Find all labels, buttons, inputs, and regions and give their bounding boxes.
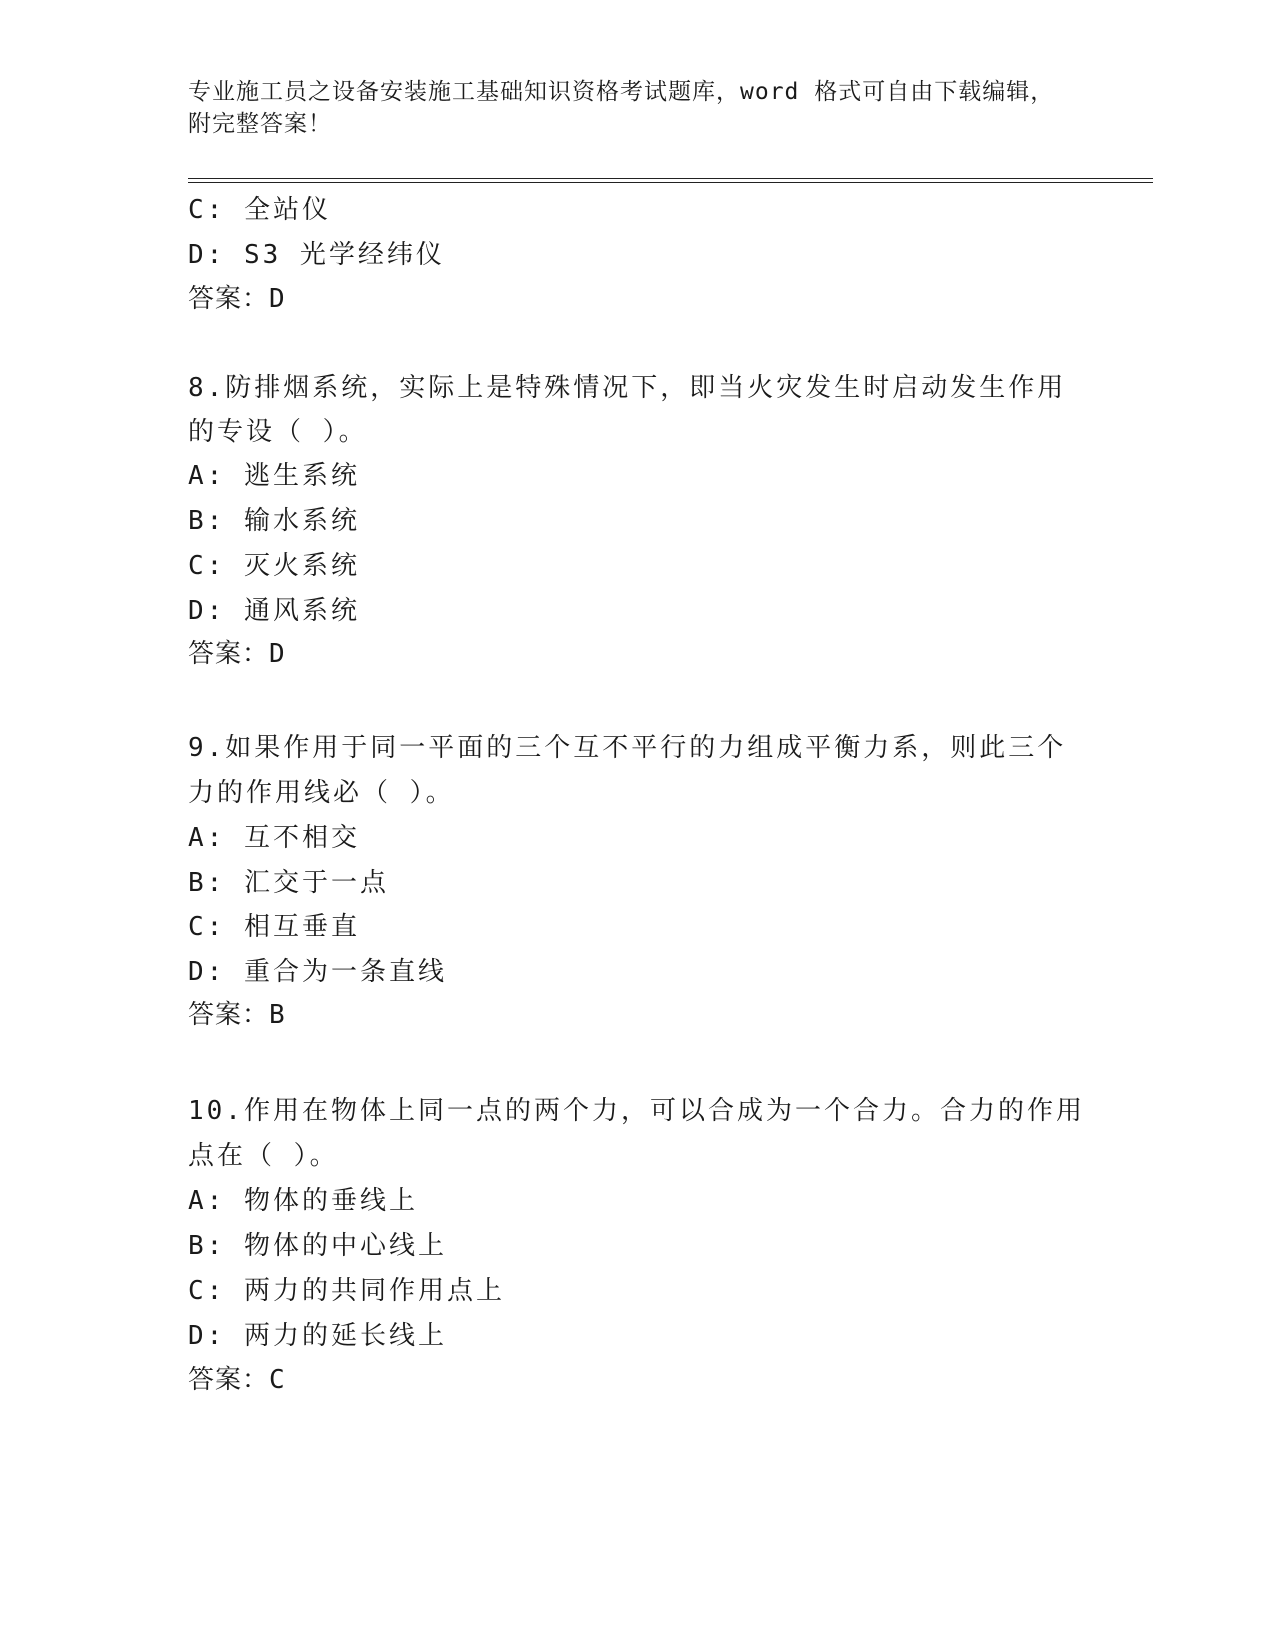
answer-value: B [269,1000,286,1030]
q10-answer [188,1362,286,1398]
q8-stem-line-1: 8.防排烟系统，实际上是特殊情况下，即当火灾发生时启动发生作用 [188,373,1067,403]
answer-label: 答案： [188,1365,270,1395]
q7-answer [188,281,286,317]
answer-value: D [269,284,286,314]
q10-option-d: D: 两力的延长线上 [188,1321,447,1351]
q7-option-d: D: S3 光学经纬仪 [188,240,445,270]
q9-stem-line-2: 力的作用线必（ ）。 [188,778,455,808]
q9-option-d: D: 重合为一条直线 [188,957,447,987]
q9-stem-line-1: 9.如果作用于同一平面的三个互不平行的力组成平衡力系，则此三个 [188,733,1067,763]
answer-label: 答案： [188,284,270,314]
q8-answer [188,636,286,672]
q8-option-c: C: 灭火系统 [188,551,360,581]
header-line-2: 附完整答案！ [188,111,332,137]
q10-stem-line-1: 10.作用在物体上同一点的两个力，可以合成为一个合力。合力的作用 [188,1096,1085,1126]
q8-option-d: D: 通风系统 [188,596,360,626]
q10-option-a: A: 物体的垂线上 [188,1186,418,1216]
q10-option-c: C: 两力的共同作用点上 [188,1276,505,1306]
q10-stem-line-2: 点在（ ）。 [188,1141,339,1171]
answer-label: 答案： [188,1000,270,1030]
q9-option-b: B: 汇交于一点 [188,868,389,898]
header-divider-top [188,178,1153,179]
answer-value: C [269,1365,286,1395]
page-header [188,76,1088,140]
q10-option-b: B: 物体的中心线上 [188,1231,447,1261]
answer-label: 答案： [188,639,270,669]
answer-value: D [269,639,286,669]
header-line-1: 专业施工员之设备安装施工基础知识资格考试题库，word 格式可自由下载编辑， [188,79,1055,105]
q8-option-b: B: 输水系统 [188,506,360,536]
q9-answer [188,997,286,1033]
header-divider-bottom [188,182,1153,183]
q9-option-c: C: 相互垂直 [188,912,360,942]
q7-option-c: C: 全站仪 [188,195,331,225]
q8-stem-line-2: 的专设（ ）。 [188,417,368,447]
q9-option-a: A: 互不相交 [188,823,360,853]
q8-option-a: A: 逃生系统 [188,461,360,491]
